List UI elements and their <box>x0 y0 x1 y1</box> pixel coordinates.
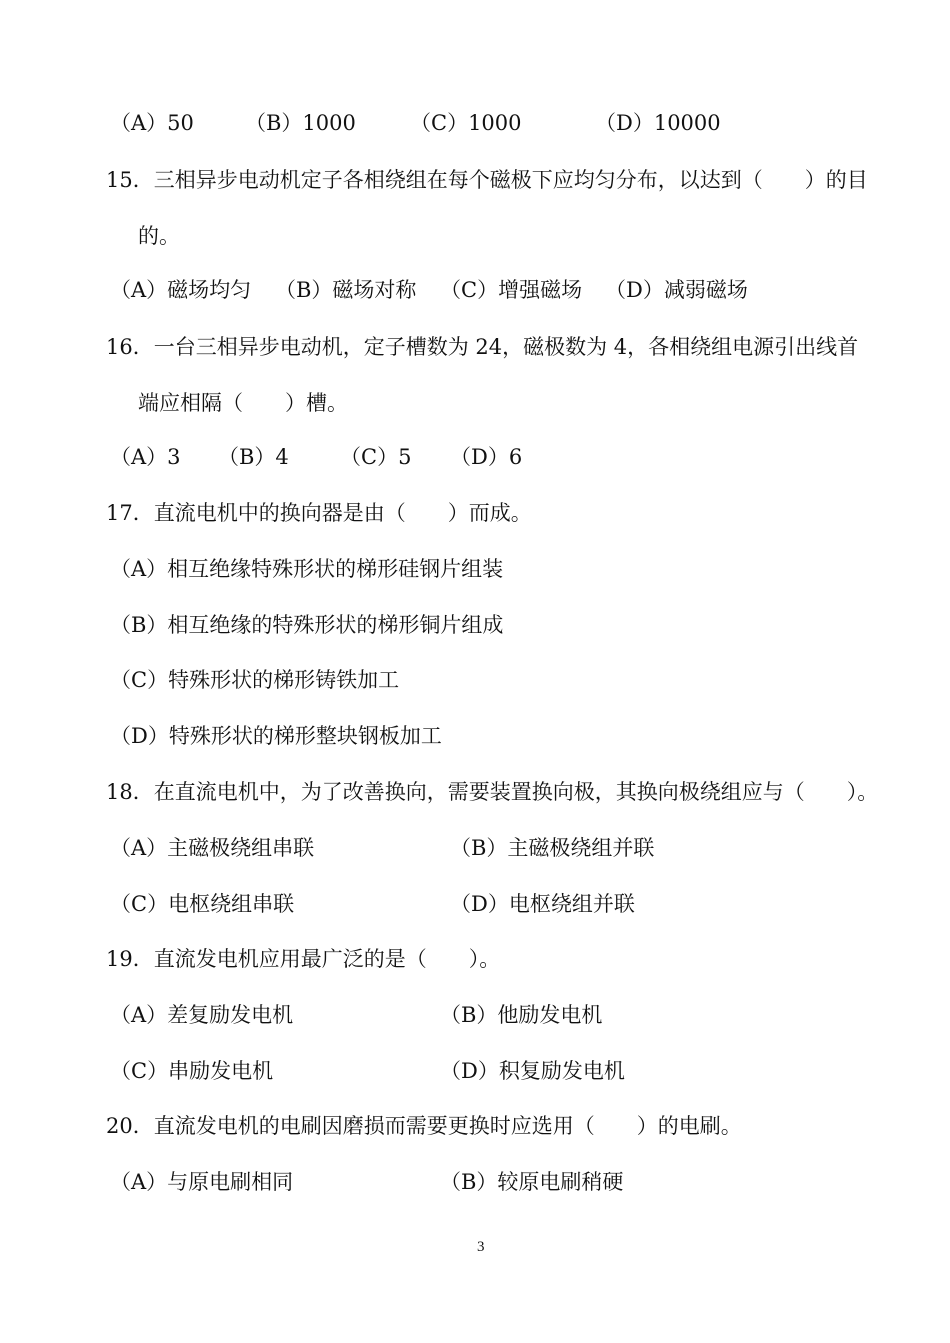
q14-option-a: （A）50 <box>110 111 194 135</box>
q19-stem-line1: 19．直流发电机应用最广泛的是（ ）。 <box>106 947 501 971</box>
q16-stem-line1: 16．一台三相异步电动机，定子槽数为 24，磁极数为 4，各相绕组电源引出线首 <box>106 335 859 359</box>
page-number: 3 <box>477 1239 485 1255</box>
q20-stem-line1: 20．直流发电机的电刷因磨损而需要更换时应选用（ ）的电刷。 <box>106 1114 742 1138</box>
q14-option-d: （D）10000 <box>595 111 721 135</box>
q17-option-b: （B）相互绝缘的特殊形状的梯形铜片组成 <box>110 613 504 637</box>
q19-option-d: （D）积复励发电机 <box>440 1059 625 1083</box>
q16-option-c: （C）5 <box>340 445 412 469</box>
q15-stem-line2: 的。 <box>138 224 180 248</box>
q14-option-c: （C）1000 <box>410 111 522 135</box>
q18-option-c: （C）电枢绕组串联 <box>110 892 295 916</box>
q14-option-b: （B）1000 <box>245 111 356 135</box>
q19-option-c: （C）串励发电机 <box>110 1059 274 1083</box>
q15-option-c: （C）增强磁场 <box>440 278 583 302</box>
q18-option-b: （B）主磁极绕组并联 <box>450 836 655 860</box>
q19-option-a: （A）差复励发电机 <box>110 1003 294 1027</box>
q18-stem-line1: 18．在直流电机中，为了改善换向，需要装置换向极，其换向极绕组应与（ ）。 <box>106 780 879 804</box>
q17-option-c: （C）特殊形状的梯形铸铁加工 <box>110 668 400 692</box>
q16-option-d: （D）6 <box>450 445 523 469</box>
q19-option-b: （B）他励发电机 <box>440 1003 603 1027</box>
q16-stem-line2: 端应相隔（ ）槽。 <box>138 391 348 415</box>
q20-option-a: （A）与原电刷相同 <box>110 1170 294 1194</box>
q17-option-a: （A）相互绝缘特殊形状的梯形硅钢片组装 <box>110 557 504 581</box>
q18-option-a: （A）主磁极绕组串联 <box>110 836 315 860</box>
q17-stem-line1: 17．直流电机中的换向器是由（ ）而成。 <box>106 501 532 525</box>
q15-option-b: （B）磁场对称 <box>275 278 417 302</box>
q16-option-a: （A）3 <box>110 445 181 469</box>
q20-option-b: （B）较原电刷稍硬 <box>440 1170 624 1194</box>
q16-option-b: （B）4 <box>218 445 289 469</box>
q15-option-a: （A）磁场均匀 <box>110 278 252 302</box>
q15-option-d: （D）减弱磁场 <box>605 278 748 302</box>
q18-option-d: （D）电枢绕组并联 <box>450 892 635 916</box>
q15-stem-line1: 15．三相异步电动机定子各相绕组在每个磁极下应均匀分布，以达到（ ）的目 <box>106 168 868 192</box>
q17-option-d: （D）特殊形状的梯形整块钢板加工 <box>110 724 442 748</box>
